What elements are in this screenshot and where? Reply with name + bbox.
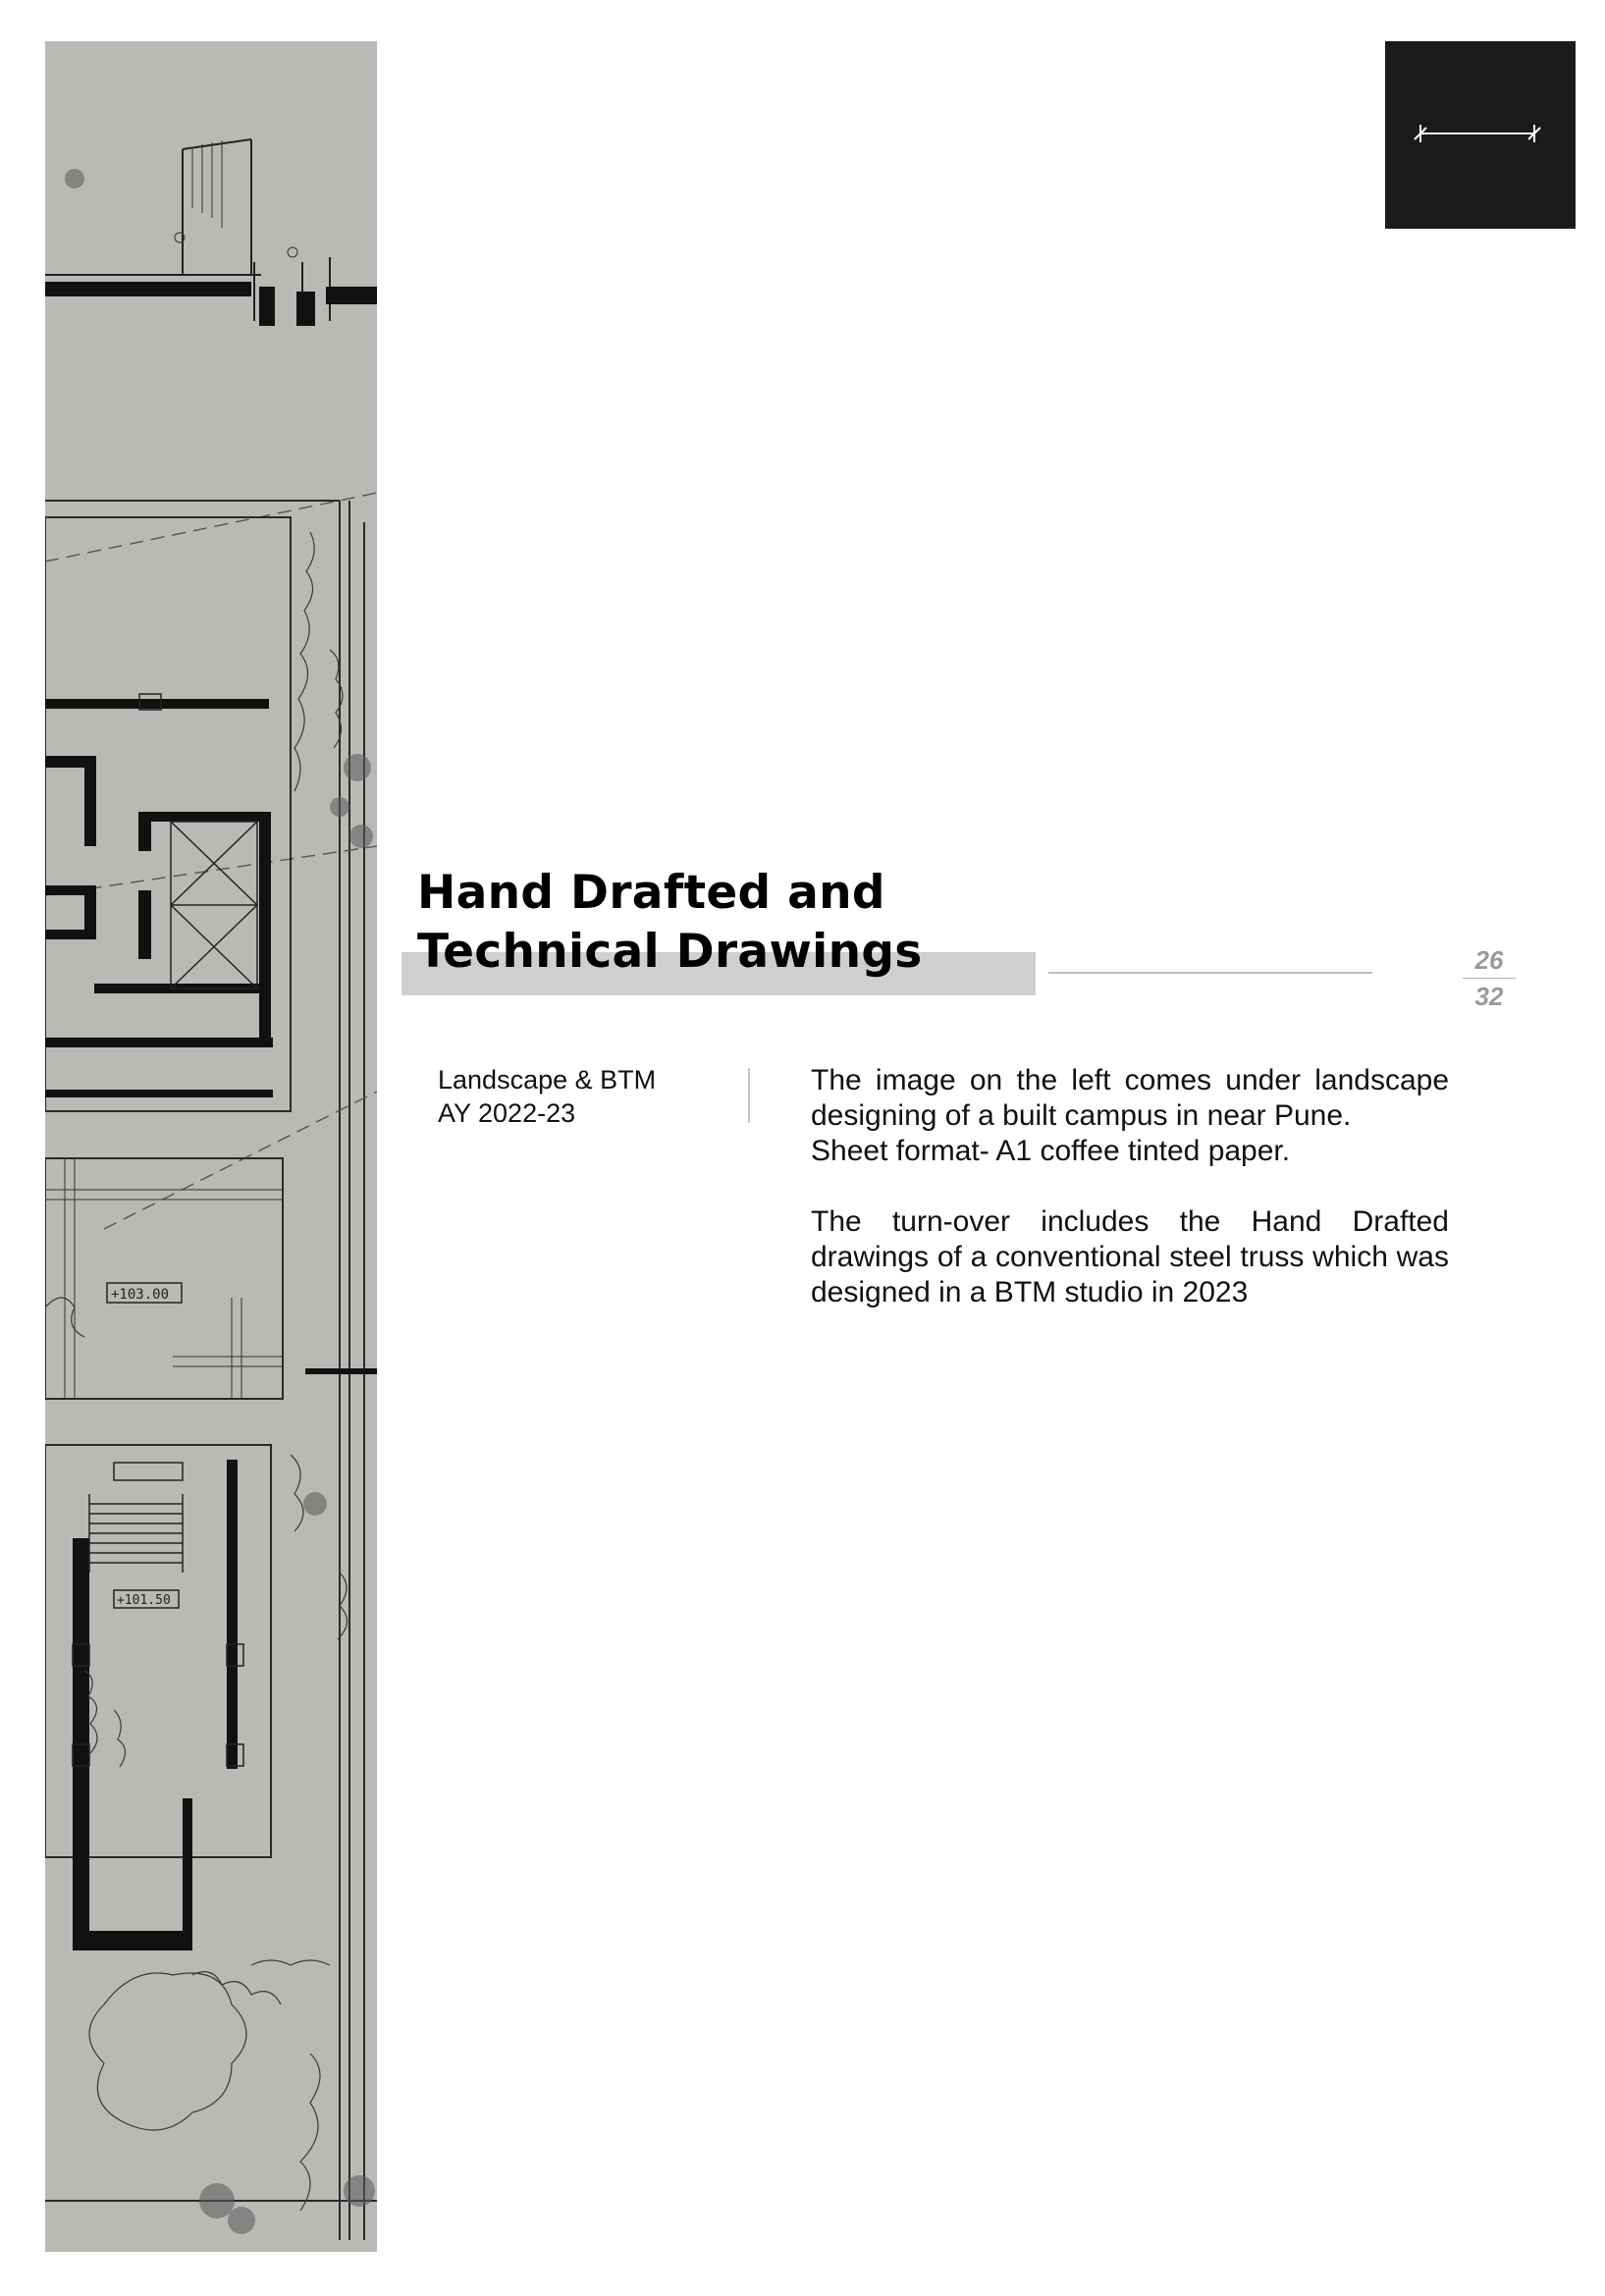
project-meta [438,1063,656,1130]
desc-line: The turn-over includes the Hand Drafted [811,1205,1449,1238]
description-paragraph-1 [811,1063,1449,1169]
description-paragraph-2 [811,1204,1449,1310]
page-current: 26 [1474,945,1504,975]
desc-line: drawings of a conventional steel truss which was [811,1241,1449,1273]
page-title [417,864,923,982]
level-label-upper: +103.00 [111,1287,170,1303]
desc-line: The image on the left comes under landscape [811,1064,1449,1096]
logo [1385,41,1576,229]
scale-bar-logo-icon [1385,41,1576,229]
page-total: 32 [1474,982,1504,1011]
level-label-lower: +101.50 [117,1593,171,1608]
project-description [811,1063,1449,1346]
meta-vertical-divider [748,1068,750,1123]
title-line-2: Technical Drawings [417,925,923,979]
academic-year: AY 2022-23 [438,1098,576,1128]
page-counter [1463,944,1516,1012]
site-plan-drawing [45,41,377,2252]
title-divider-line [1048,972,1372,974]
desc-line: designed in a BTM studio in 2023 [811,1276,1249,1308]
page-counter-divider [1463,978,1516,979]
hand-drafted-drawing-image [45,41,377,2252]
desc-line: Sheet format- A1 coffee tinted paper. [811,1135,1291,1167]
course-label: Landscape & BTM [438,1065,657,1095]
title-line-1: Hand Drafted and [417,866,885,920]
desc-line: designing of a built campus in near Pune. [811,1099,1352,1132]
